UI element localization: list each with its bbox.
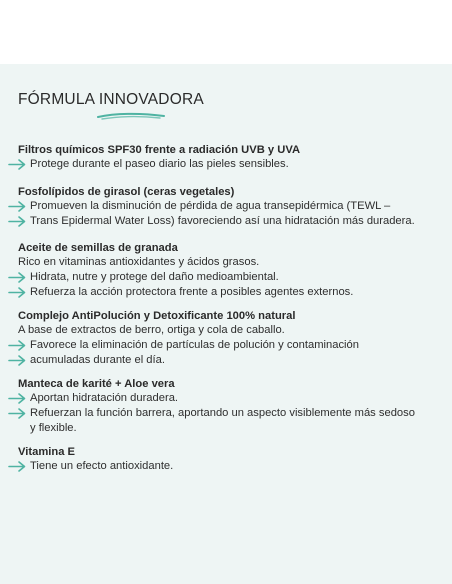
arrow-right-icon <box>8 215 28 228</box>
bullet-item <box>18 270 448 285</box>
arrow-right-icon <box>8 460 28 473</box>
section-fosfolipidos <box>18 185 448 229</box>
bullet-item <box>18 406 448 421</box>
section-heading: Aceite de semillas de granada <box>18 242 178 254</box>
page-title: FÓRMULA INNOVADORA <box>18 91 204 108</box>
section-antipolucion <box>18 309 448 368</box>
bullet-text: acumuladas durante el día. <box>30 354 165 366</box>
section-filtros <box>18 143 448 172</box>
bullet-text-continuation: y flexible. <box>30 422 77 434</box>
arrow-right-icon <box>8 339 28 352</box>
section-heading: Manteca de karité + Aloe vera <box>18 378 175 390</box>
section-intro: A base de extractos de berro, ortiga y cola de caballo. <box>18 324 285 336</box>
section-granada <box>18 241 448 300</box>
bullet-text: Hidrata, nutre y protege del daño medioambiental. <box>30 271 279 283</box>
section-karite <box>18 377 448 436</box>
bullet-item <box>18 353 448 368</box>
bullet-text: Refuerza la acción protectora frente a posibles agentes externos. <box>30 286 354 298</box>
bullet-item <box>18 214 448 229</box>
arrow-right-icon <box>8 407 28 420</box>
arrow-right-icon <box>8 354 28 367</box>
arrow-right-icon <box>8 271 28 284</box>
bullet-text: Trans Epidermal Water Loss) favoreciendo así una hidratación más duradera. <box>30 215 415 227</box>
section-heading: Filtros químicos SPF30 frente a radiación UVB y UVA <box>18 144 301 156</box>
bullet-text: Promueven la disminución de pérdida de agua transepidérmica (TEWL – <box>30 200 391 212</box>
bullet-item <box>18 285 448 300</box>
bullet-item <box>18 199 448 214</box>
bullet-text: Protege durante el paseo diario las pieles sensibles. <box>30 158 289 170</box>
bullet-text: Aportan hidratación duradera. <box>30 392 179 404</box>
bullet-text: Favorece la eliminación de partículas de polución y contaminación <box>30 339 359 351</box>
arrow-right-icon <box>8 158 28 171</box>
bullet-item <box>18 459 448 474</box>
arrow-right-icon <box>8 392 28 405</box>
bullet-item <box>18 157 448 172</box>
arrow-right-icon <box>8 200 28 213</box>
bullet-text: Refuerzan la función barrera, aportando un aspecto visiblemente más sedoso <box>30 407 415 419</box>
section-intro: Rico en vitaminas antioxidantes y ácidos grasos. <box>18 256 260 268</box>
bullet-text: Tiene un efecto antioxidante. <box>30 460 174 472</box>
section-heading: Vitamina E <box>18 446 75 458</box>
section-vitamina-e <box>18 445 448 474</box>
arrow-right-icon <box>8 286 28 299</box>
bullet-item <box>18 338 448 353</box>
title-underline-swoosh <box>96 111 166 121</box>
section-heading: Complejo AntiPolución y Detoxificante 100% natural <box>18 310 296 322</box>
bullet-item <box>18 391 448 406</box>
section-heading: Fosfolípidos de girasol (ceras vegetales) <box>18 186 235 198</box>
